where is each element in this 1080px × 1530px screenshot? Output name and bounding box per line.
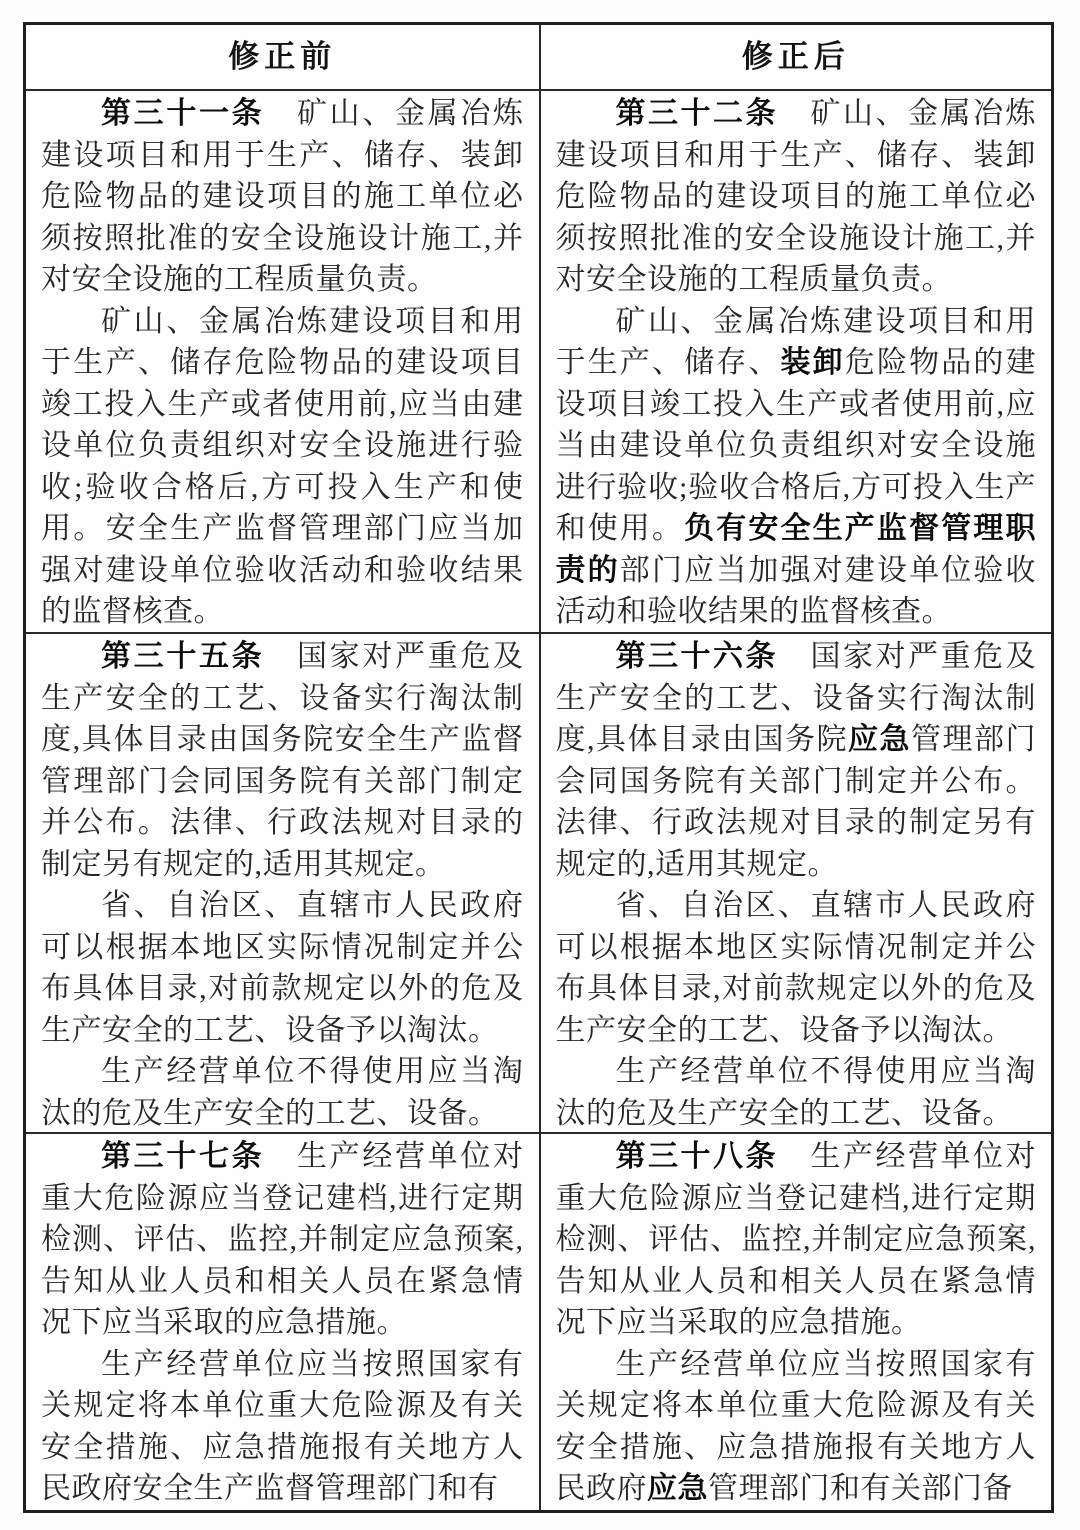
- text-segment: 生产经营单位应当按照国家有关规定将本单位重大危险源及有关安全措施、应急措施报有关地方人民政府安全生产监督管理部门和有: [41, 1347, 524, 1505]
- paragraph: [41, 1344, 524, 1510]
- paragraph: [556, 301, 1037, 633]
- text-segment: 生产经营单位应当按照国家有关规定将本单位重大危险源及有关安全措施、应急措施报有关地方人民政府: [555, 1347, 1036, 1505]
- header-cell-before: 修正前: [228, 39, 337, 74]
- table-row: [26, 89, 1051, 632]
- cell-article-32-after: [539, 91, 1052, 632]
- amended-text-segment: 第三十七条: [101, 1140, 265, 1173]
- header-cell-after: 修正后: [539, 25, 1052, 89]
- amended-text-segment: 第三十八条: [615, 1140, 778, 1173]
- paragraph: [556, 1136, 1037, 1344]
- text-segment: 管理部门和有关部门备: [708, 1472, 1013, 1505]
- header-row: [26, 25, 1051, 89]
- text-segment: 矿山、金属冶炼建设项目和用于生产、储存、装卸危险物品的建设项目的施工单位必须按照批准的安全设施设计施工,并对安全设施的工程质量负责。: [41, 97, 524, 296]
- paragraph: [556, 1051, 1037, 1132]
- text-segment: 部门应当加强对建设单位验收活动和验收结果的监督核查。: [555, 553, 1037, 628]
- amended-text-segment: 第三十六条: [615, 640, 778, 673]
- text-segment: 矿山、金属冶炼建设项目和用于生产、储存、装卸危险物品的建设项目的施工单位必须按照批准的安全设施设计施工,并对安全设施的工程质量负责。: [555, 97, 1036, 296]
- table-row: [26, 1132, 1051, 1510]
- text-segment: 生产经营单位对重大危险源应当登记建档,进行定期检测、评估、监控,并制定应急预案,告知从业人员和相关人员在紧急情况下应当采取的应急措施。: [41, 1140, 524, 1339]
- amended-text-segment: 第三十一条: [101, 97, 265, 130]
- paragraph: [41, 636, 524, 885]
- text-segment: 省、自治区、直辖市人民政府可以根据本地区实际情况制定并公布具体目录,对前款规定以外的危及生产安全的工艺、设备予以淘汰。: [555, 889, 1036, 1047]
- paragraph: [41, 885, 524, 1051]
- amended-text-segment: 应急: [647, 1472, 708, 1505]
- text-segment: 生产经营单位不得使用应当淘汰的危及生产安全的工艺、设备。: [41, 1055, 524, 1130]
- amendment-comparison-table: [23, 22, 1054, 1513]
- amended-text-segment: 应急: [848, 723, 911, 756]
- text-segment: 管理部门会同国务院有关部门制定并公布。法律、行政法规对目录的制定另有规定的,适用其规定。: [555, 723, 1036, 881]
- paragraph: [41, 93, 524, 301]
- cell-article-35-before: [26, 634, 539, 1132]
- text-segment: 矿山、金属冶炼建设项目和用于生产、储存、: [555, 304, 1036, 379]
- amended-text-segment: 第三十二条: [615, 97, 778, 130]
- text-segment: 国家对严重危及生产安全的工艺、设备实行淘汰制度,具体目录由国务院: [555, 640, 1036, 756]
- text-segment: 危险物品的建设项目竣工投入生产或者使用前,应当由建设单位负责组织对安全设施进行验收;验收合格后,方可投入生产和使用。: [555, 346, 1037, 545]
- paragraph: [556, 93, 1037, 301]
- text-segment: 生产经营单位不得使用应当淘汰的危及生产安全的工艺、设备。: [555, 1055, 1036, 1130]
- paragraph: [556, 885, 1037, 1051]
- paragraph: [556, 1344, 1037, 1510]
- table-row: [26, 632, 1051, 1132]
- amended-text-segment: 负有安全生产监督管理职责的: [555, 512, 1037, 587]
- paragraph: [41, 301, 524, 633]
- text-segment: 国家对严重危及生产安全的工艺、设备实行淘汰制度,具体目录由国务院安全生产监督管理部门会同国务院有关部门制定并公布。法律、行政法规对目录的制定另有规定的,适用其规定。: [41, 640, 524, 881]
- amended-text-segment: 第三十五条: [101, 640, 265, 673]
- cell-article-31-before: [26, 91, 539, 632]
- cell-article-36-after: [539, 634, 1052, 1132]
- cell-article-37-before: [26, 1134, 539, 1510]
- paragraph: [41, 1136, 524, 1344]
- text-segment: 矿山、金属冶炼建设项目和用于生产、储存危险物品的建设项目竣工投入生产或者使用前,应当由建设单位负责组织对安全设施进行验收;验收合格后,方可投入生产和使用。安全生产监督管理部门应当加强对建设单位验收活动和验收结果的监督核查。: [41, 304, 524, 628]
- text-segment: 生产经营单位对重大危险源应当登记建档,进行定期检测、评估、监控,并制定应急预案,告知从业人员和相关人员在紧急情况下应当采取的应急措施。: [555, 1140, 1036, 1339]
- text-segment: 省、自治区、直辖市人民政府可以根据本地区实际情况制定并公布具体目录,对前款规定以外的危及生产安全的工艺、设备予以淘汰。: [41, 889, 524, 1047]
- cell-article-38-after: [539, 1134, 1052, 1510]
- amended-text-segment: 装卸: [780, 346, 845, 379]
- paragraph: [41, 1051, 524, 1132]
- paragraph: [556, 636, 1037, 885]
